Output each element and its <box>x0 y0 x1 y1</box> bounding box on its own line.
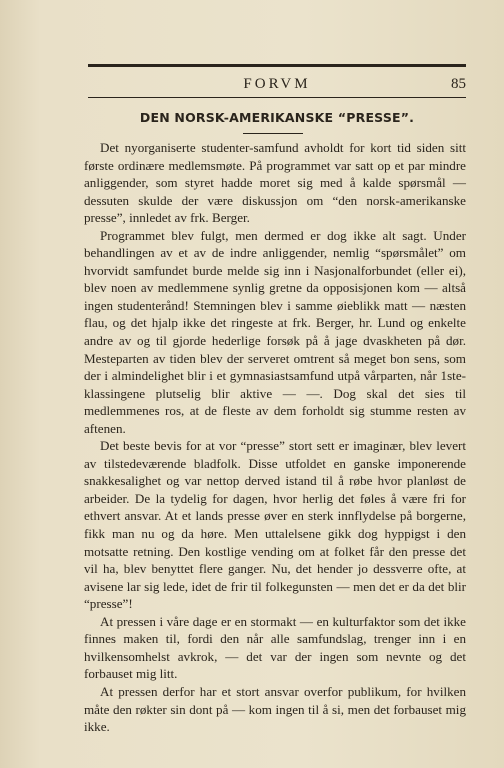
page-number: 85 <box>451 76 466 92</box>
article-body <box>84 139 466 736</box>
header-rule <box>88 97 466 98</box>
paragraph: Det beste bevis for at vor “presse” stort sett er imaginær, blev levert av tilstedeværende bladfolk. Disse utfoldet en ganske imponerende snakkesalighet og var nettop derved istand til å røbe hvor planløst de arbeider. De la tydelig for dagen, hvor herlig det føles å være fri for ethvert ansvar. At et lands presse øver en sterk innflydelse på borgerne, fikk man nu og da høre. Men uttalelsene gikk dog hyppigst i den motsatte retning. Den kostlige vending om at folket får den presse det vil ha, blev benyttet flere ganger. Nu, det hender jo dessverre ofte, at avisene lar sig lede, idet de frir til folkegunsten — men det er da det blir “presse”! <box>84 438 466 612</box>
running-title: FORVM <box>243 76 311 92</box>
top-rule <box>88 64 466 67</box>
article-title: DEN NORSK-AMERIKANSKE “PRESSE”. <box>139 110 415 125</box>
running-header <box>88 76 466 96</box>
paragraph: Programmet blev fulgt, men dermed er dog ikke alt sagt. Under behandlingen av et av de indre anliggender, nemlig “spørsmålet” om hvorvidt samfundet burde melde sig inn i Nasjonalforbundet (eller ei), blev noen av medlemmene synlig gretne da opposisjonen kom — altså ingen studenterånd! Stemningen blev i samme øieblikk matt — næsten flau, og det hjalp ikke det ringeste at frk. Berger, hr. Lund og enkelte andre av og til gjorde hederlige forsøk på å jage dvaskheten på dør. Mesteparten av tiden blev der serveret omtrent så meget bon sens, som der i almindelighet blir i et gymnasiastsamfund utpå vårparten, når 1ste-klassingene plutselig blir aktive — —. Dog skal det sies til medlemmenes ros, at de fleste av dem forholdt sig stumme resten av aftenen. <box>84 227 466 436</box>
title-divider <box>243 133 303 134</box>
paragraph: Det nyorganiserte studenter-samfund avholdt for kort tid siden sitt første ordinære medlemsmøte. På programmet var satt op et par mindre anliggender, som styret hadde moret sig med å kalde spørsmål — dessuten skulde der være diskussjon om “den norsk-amerikanske presse”, innledet av frk. Berger. <box>84 140 466 226</box>
paragraph: At pressen i våre dage er en stormakt — en kulturfaktor som det ikke finnes maken til, fordi den når alle samfundslag, trenger inn i en hvilkensomhelst avkrok, — det var der ingen som nevnte og det forbauset mig litt. <box>84 613 466 682</box>
paragraph: At pressen derfor har et stort ansvar overfor publikum, for hvilken måte den røkter sin dont på — kom ingen til å si, men det forbauset mig ikke. <box>84 683 466 735</box>
